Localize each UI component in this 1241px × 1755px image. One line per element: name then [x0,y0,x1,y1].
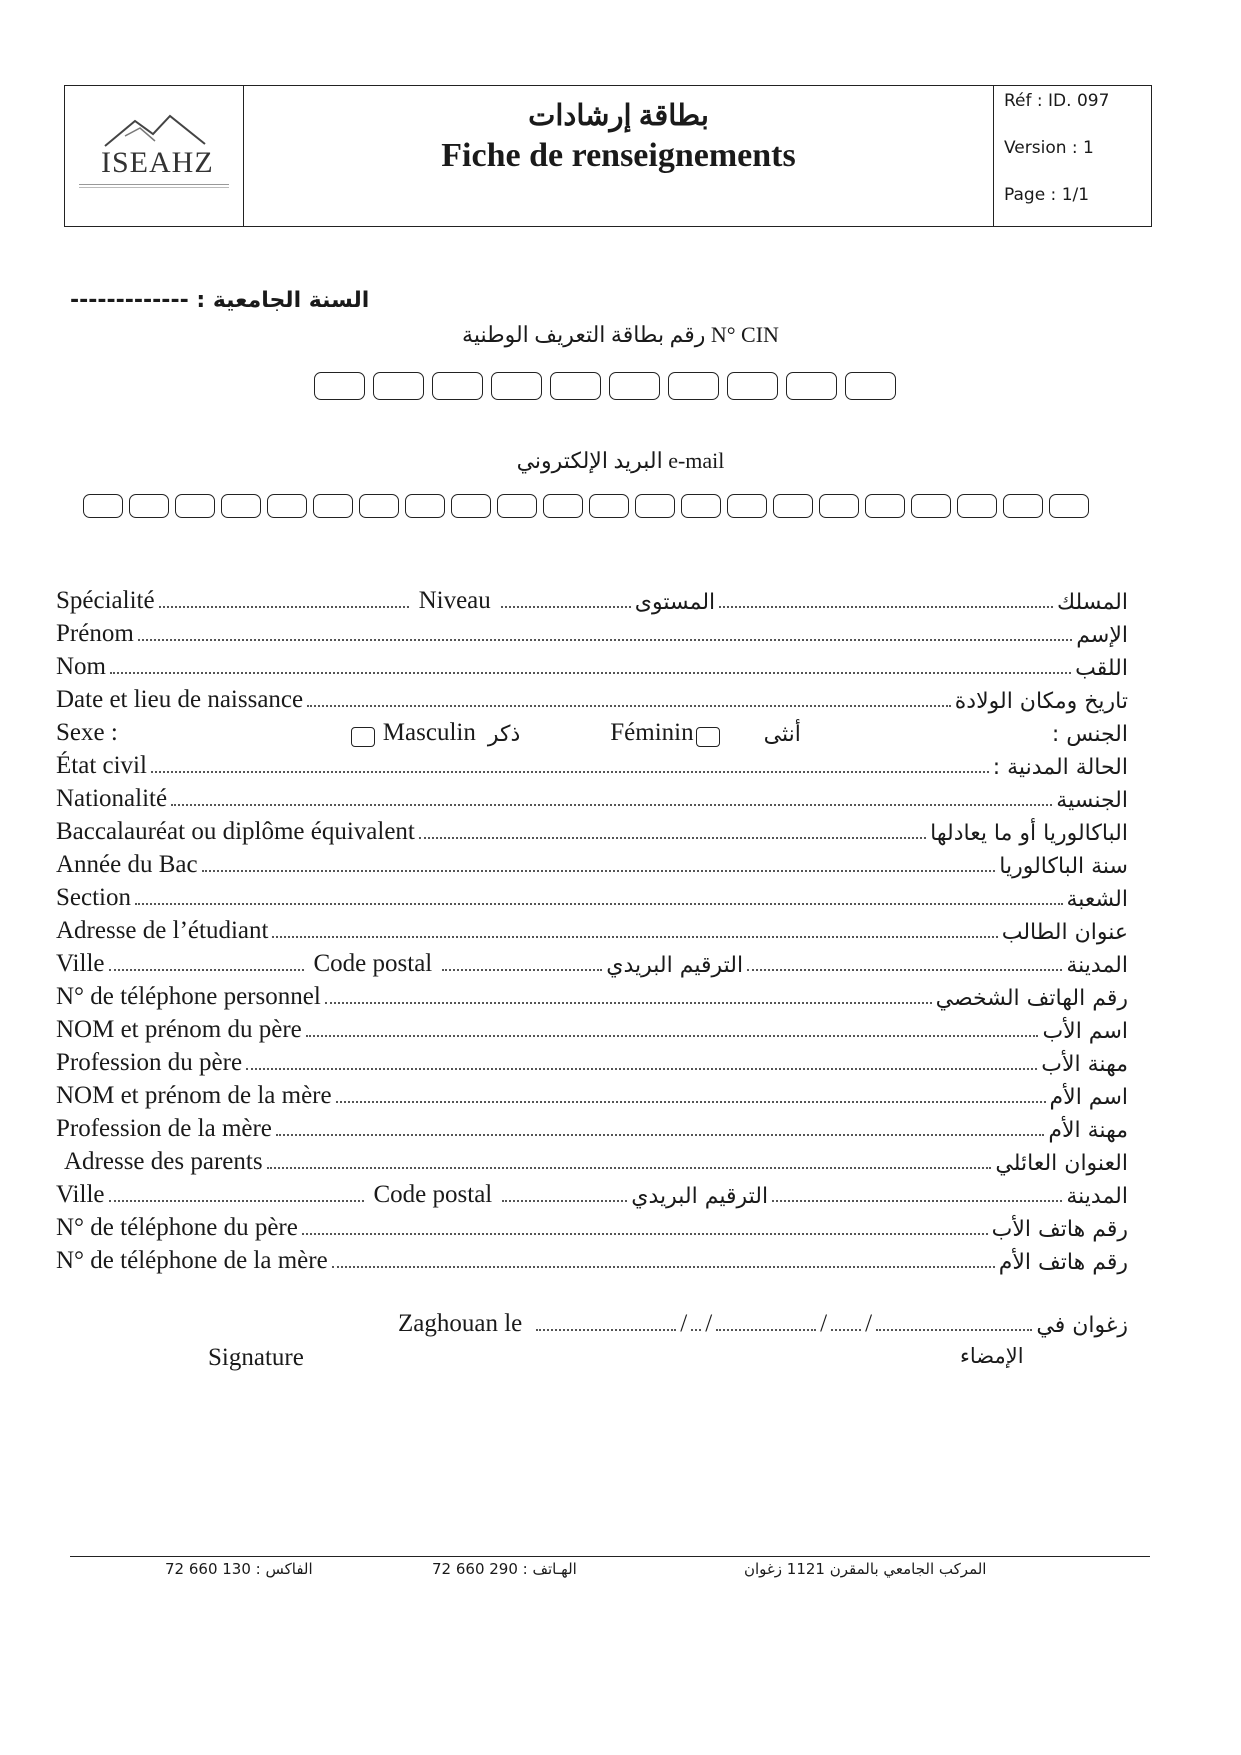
niveau-field[interactable] [501,605,631,608]
bac-label-ar: الباكالوريا أو ما يعادلها [930,821,1128,846]
ville-field-ar[interactable] [747,968,1062,971]
ville2-label: Ville [56,1181,105,1208]
footer-divider [70,1556,1150,1557]
ref-text: Réf : ID. 097 [1004,91,1110,111]
etat-civil-field[interactable] [151,770,989,773]
tel-perso-field[interactable] [325,1001,932,1004]
cin-digit-box[interactable] [432,372,483,400]
prof-pere-label: Profession du père [56,1049,243,1076]
sexe-label-ar: الجنس : [1051,722,1128,747]
header-title [244,86,994,226]
row-prof-pere[interactable] [56,1045,1128,1077]
tel-mere-label: N° de téléphone de la mère [56,1247,328,1274]
row-section[interactable] [56,880,1128,912]
nom-mere-label-ar: اسم الأم [1049,1085,1128,1110]
nom-mere-field[interactable] [336,1100,1046,1103]
place-fr-label: Zaghouan le [398,1310,523,1337]
row-annee-bac[interactable] [56,847,1128,879]
nom-mere-label: NOM et prénom de la mère [56,1082,332,1109]
date-slash-1: / [680,1310,688,1337]
cin-digit-box[interactable] [786,372,837,400]
date-sep-2 [831,1328,861,1331]
header-meta [994,86,1151,226]
title-arabic: بطاقة إرشادات [528,100,709,132]
date-day-field[interactable] [536,1328,676,1331]
email-char-box[interactable] [681,494,721,518]
footer-fax [165,1560,313,1578]
cin-digit-box[interactable] [373,372,424,400]
row-ville-parents[interactable] [56,1177,1128,1209]
cin-digit-box[interactable] [727,372,778,400]
email-char-box[interactable] [359,494,399,518]
prenom-label-ar: الإسم [1076,623,1128,648]
row-tel-perso[interactable] [56,979,1128,1011]
ville-label-ar: المدينة [1066,953,1128,978]
naissance-label: Date et lieu de naissance [56,686,304,713]
row-bac[interactable] [56,814,1128,846]
email-char-box[interactable] [543,494,583,518]
phone-text: 72 660 290 : الهـاتف [432,1560,577,1578]
adresse-label-ar: عنوان الطالب [1001,920,1128,945]
masculin-label-ar: ذكر [487,722,521,747]
address-text: المركب الجامعي بالمقرن 1121 زغوان [744,1560,987,1578]
tel-perso-label-ar: رقم الهاتف الشخصي [935,986,1128,1011]
nationalite-field[interactable] [171,803,1052,806]
maslak-label-ar: المسلك [1057,590,1128,615]
email-char-box[interactable] [267,494,307,518]
email-char-box[interactable] [1003,494,1043,518]
code-postal2-field[interactable] [502,1199,627,1202]
email-char-box[interactable] [451,494,491,518]
etat-civil-label-ar: الحالة المدنية : [992,755,1128,780]
footer-phone [432,1560,577,1578]
version-text: Version : 1 [1004,138,1094,158]
bac-field[interactable] [419,836,926,839]
etat-civil-label: État civil [56,752,147,779]
nom-label: Nom [56,653,106,680]
email-char-box[interactable] [1049,494,1089,518]
row-nom-mere[interactable] [56,1078,1128,1110]
row-naissance[interactable] [56,682,1128,714]
tel-mere-label-ar: رقم هاتف الأم [998,1250,1128,1275]
nationalite-label: Nationalité [56,785,168,812]
email-char-box[interactable] [221,494,261,518]
naissance-label-ar: تاريخ ومكان الولادة [954,689,1128,714]
logo-divider [79,184,229,188]
row-prenom[interactable] [56,616,1128,648]
tel-perso-label: N° de téléphone personnel [56,983,321,1010]
adresse-field[interactable] [272,935,997,938]
logo [65,86,244,226]
email-char-box[interactable] [865,494,905,518]
email-label: البريد الإلكتروني e-mail [516,448,725,473]
email-char-box[interactable] [129,494,169,518]
niveau-label: Niveau [418,587,491,614]
code-postal2-label: Code postal [373,1181,493,1208]
cin-label: رقم بطاقة التعريف الوطنية N° CIN [462,322,779,347]
ville2-field-ar[interactable] [772,1199,1062,1202]
cin-input-boxes[interactable] [314,372,896,400]
feminin-label-ar: أنثى [763,722,801,747]
email-char-box[interactable] [727,494,767,518]
nom-field[interactable] [110,671,1071,674]
title-french: Fiche de renseignements [441,137,796,174]
niveau-label-ar: المستوى [634,590,716,615]
specialite-label: Spécialité [56,587,155,614]
signature-label: Signature [208,1344,304,1371]
fax-text: 72 660 130 : الفاكس [165,1560,313,1578]
date-slash-3: / [820,1310,828,1337]
row-specialite[interactable] [56,583,1128,615]
prof-mere-field[interactable] [276,1133,1044,1136]
academic-year [70,288,369,313]
row-nationalite[interactable] [56,781,1128,813]
section-field[interactable] [135,902,1063,905]
cin-digit-box[interactable] [550,372,601,400]
email-input-boxes[interactable] [83,494,1089,518]
annee-bac-label-ar: سنة الباكالوريا [999,854,1128,879]
adresse-parents-label-ar: العنوان العائلي [995,1151,1128,1176]
row-date[interactable] [398,1306,1128,1338]
email-char-box[interactable] [773,494,813,518]
email-char-box[interactable] [635,494,675,518]
row-nom-pere[interactable] [56,1012,1128,1044]
masculin-checkbox[interactable] [351,727,375,747]
prof-pere-label-ar: مهنة الأب [1041,1052,1128,1077]
adresse-parents-label: Adresse des parents [64,1148,263,1175]
nationalite-label-ar: الجنسية [1056,788,1128,813]
annee-bac-label: Année du Bac [56,851,198,878]
row-prof-mere[interactable] [56,1111,1128,1143]
date-slash-2: / [705,1310,713,1337]
place-ar-label: زغوان في [1036,1313,1128,1338]
email-char-box[interactable] [313,494,353,518]
feminin-label: Féminin [610,719,694,746]
signature-label-ar: الإمضاء [960,1344,1024,1368]
email-char-box[interactable] [957,494,997,518]
section-label-ar: الشعبة [1066,887,1128,912]
code-postal-label: Code postal [313,950,433,977]
academic-year-value: ------------- [70,288,189,313]
code-postal-label-ar: الترقيم البريدي [606,953,744,978]
cin-digit-box[interactable] [609,372,660,400]
row-etat-civil[interactable] [56,748,1128,780]
nom-pere-field[interactable] [306,1034,1039,1037]
prenom-label: Prénom [56,620,134,647]
email-char-box[interactable] [589,494,629,518]
row-adresse[interactable] [56,913,1128,945]
adresse-label: Adresse de l’étudiant [56,917,269,944]
tel-pere-label: N° de téléphone du père [56,1214,298,1241]
sexe-label: Sexe : [56,719,118,746]
annee-bac-field[interactable] [202,869,996,872]
cin-digit-box[interactable] [314,372,365,400]
masculin-label: Masculin [382,719,476,746]
date-month-field[interactable] [716,1328,816,1331]
code-postal-field[interactable] [442,968,602,971]
ville2-field[interactable] [109,1199,364,1202]
maslak-field[interactable] [719,605,1053,608]
row-sexe[interactable] [56,715,1128,747]
ville-label: Ville [56,950,105,977]
prof-mere-label: Profession de la mère [56,1115,272,1142]
logo-text: ISEAHZ [101,146,214,179]
row-tel-pere[interactable] [56,1210,1128,1242]
code-postal2-label-ar: الترقيم البريدي [631,1184,769,1209]
cin-digit-box[interactable] [668,372,719,400]
page-text: Page : 1/1 [1004,185,1090,205]
ville2-label-ar: المدينة [1066,1184,1128,1209]
tel-mere-field[interactable] [332,1265,995,1268]
row-nom[interactable] [56,649,1128,681]
tel-pere-label-ar: رقم هاتف الأب [991,1217,1128,1242]
email-char-box[interactable] [497,494,537,518]
email-char-box[interactable] [405,494,445,518]
feminin-checkbox[interactable] [696,727,720,747]
bac-label: Baccalauréat ou diplôme équivalent [56,818,415,845]
email-char-box[interactable] [83,494,123,518]
academic-year-label: السنة الجامعية : [196,288,370,313]
section-label: Section [56,884,131,911]
prof-pere-field[interactable] [246,1067,1037,1070]
prenom-field[interactable] [138,638,1072,641]
nom-label-ar: اللقب [1075,656,1128,681]
naissance-field[interactable] [307,704,951,707]
nom-pere-label-ar: اسم الأب [1042,1019,1128,1044]
ville-field[interactable] [109,968,304,971]
row-tel-mere[interactable] [56,1243,1128,1275]
email-char-box[interactable] [175,494,215,518]
row-adresse-parents[interactable] [56,1144,1128,1176]
date-year-field[interactable] [876,1328,1032,1331]
email-char-box[interactable] [819,494,859,518]
cin-digit-box[interactable] [845,372,896,400]
date-slash-4: / [865,1310,873,1337]
nom-pere-label: NOM et prénom du père [56,1016,302,1043]
date-sep-1 [691,1328,701,1331]
email-char-box[interactable] [911,494,951,518]
adresse-parents-field[interactable] [267,1166,992,1169]
tel-pere-field[interactable] [302,1232,988,1235]
cin-digit-box[interactable] [491,372,542,400]
row-ville[interactable] [56,946,1128,978]
header-box [64,85,1152,227]
specialite-field[interactable] [159,605,409,608]
prof-mere-label-ar: مهنة الأم [1048,1118,1128,1143]
footer-address [744,1560,986,1578]
